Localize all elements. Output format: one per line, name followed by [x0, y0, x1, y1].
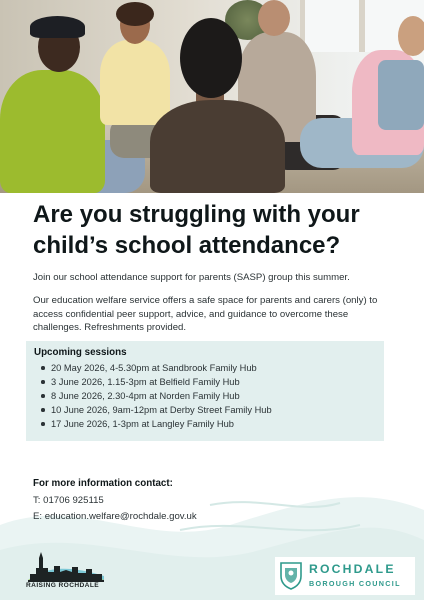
- rochdale-council-logo: [275, 557, 415, 595]
- session-item: 8 June 2026, 2.30-4pm at Norden Family Hub: [51, 389, 384, 403]
- sessions-list: [34, 361, 384, 431]
- hero-photo: [0, 0, 424, 193]
- sessions-box: [26, 341, 384, 441]
- council-crest-icon: [279, 560, 303, 590]
- body-text: Our education welfare service offers a safe space for parents and carers (only) to access confidential peer support, advice, and guidance to overcome these challenges. Refreshments provided.: [33, 295, 378, 333]
- session-item: 20 May 2026, 4-5.30pm at Sandbrook Family Hub: [51, 361, 384, 375]
- sessions-heading: Upcoming sessions: [34, 347, 127, 358]
- person-yellow-shirt: [100, 40, 170, 125]
- person-overalls: [378, 60, 424, 130]
- council-subtitle: BOROUGH COUNCIL: [309, 579, 401, 588]
- contact-heading: For more information contact:: [33, 478, 173, 489]
- person-head-pink: [398, 16, 424, 56]
- contact-phone[interactable]: T: 01706 925115: [33, 495, 104, 506]
- headline: Are you struggling with your child’s school attendance?: [33, 201, 360, 259]
- council-name: ROCHDALE: [309, 562, 396, 576]
- person-cap: [30, 16, 85, 38]
- session-item: 17 June 2026, 1-3pm at Langley Family Hub: [51, 417, 384, 431]
- person-head-check: [258, 0, 290, 36]
- person-back-center: [150, 100, 285, 193]
- contact-block: [33, 478, 333, 524]
- person-hair-yellow: [116, 2, 154, 26]
- session-item: 10 June 2026, 9am-12pm at Derby Street Family Hub: [51, 403, 384, 417]
- person-green-jacket: [0, 70, 105, 193]
- person-head-center: [180, 18, 242, 98]
- intro-text: Join our school attendance support for parents (SASP) group this summer.: [33, 272, 350, 283]
- raising-rochdale-text: RAISING ROCHDALE: [26, 582, 100, 589]
- session-item: 3 June 2026, 1.15-3pm at Belfield Family Hub: [51, 375, 384, 389]
- contact-email[interactable]: E: education.welfare@rochdale.gov.uk: [33, 510, 197, 522]
